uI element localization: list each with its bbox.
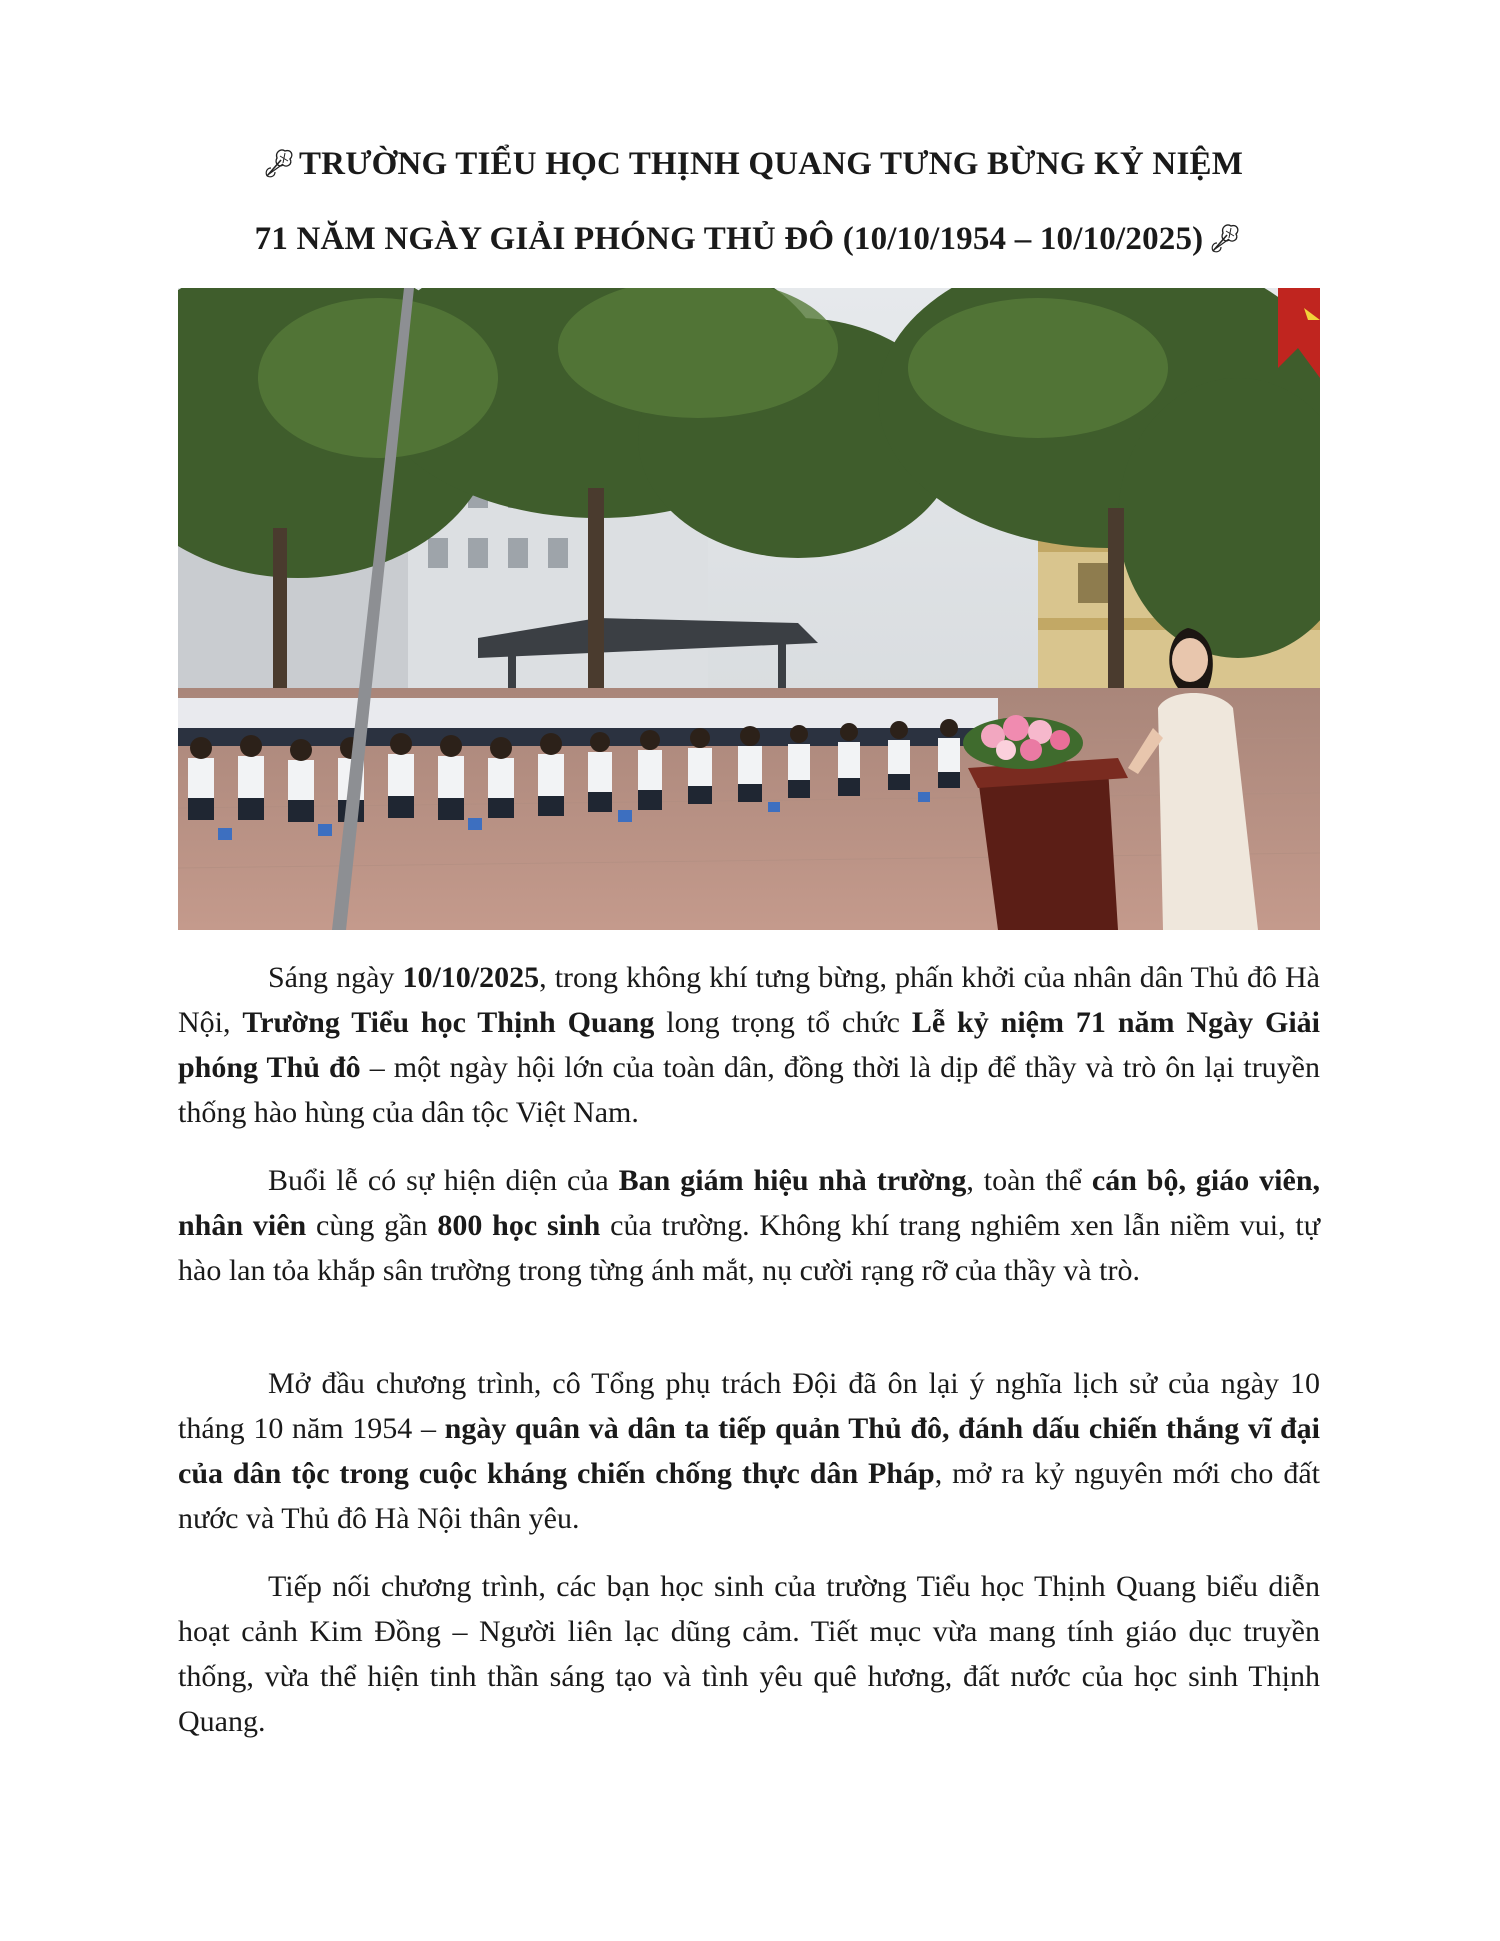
page-title-line-1 xyxy=(120,146,1380,183)
paragraph-3 xyxy=(178,1361,1320,1541)
p3-text-2: , mở ra kỷ nguyên mới cho đất nước và Thủ đô Hà Nội thân yêu. xyxy=(178,1457,1320,1535)
title-text-1: TRƯỜNG TIỂU HỌC THỊNH QUANG TƯNG BỪNG KỶ NIỆM xyxy=(298,146,1244,182)
paragraph-4 xyxy=(178,1564,1320,1744)
p2-text-2: , toàn thể xyxy=(966,1164,1092,1197)
page-title-line-2 xyxy=(120,221,1380,258)
bouquet-icon xyxy=(1207,221,1241,255)
paragraph-2 xyxy=(178,1158,1320,1293)
ceremony-photo-illustration xyxy=(178,288,1320,930)
p2-bold-1: Ban giám hiệu nhà trường xyxy=(618,1164,967,1197)
p2-text-3: cùng gần xyxy=(306,1209,438,1242)
p2-bold-2: cán bộ, giáo viên, nhân viên xyxy=(178,1164,1321,1242)
p2-text-1: Buổi lễ có sự hiện diện của xyxy=(268,1164,619,1197)
bouquet-icon xyxy=(261,146,295,180)
title-text-2: 71 NĂM NGÀY GIẢI PHÓNG THỦ ĐÔ (10/10/1954 – 10/10/2025) xyxy=(254,221,1204,257)
p1-bold-1: 10/10/2025 xyxy=(402,961,540,994)
p4-text-1: Tiếp nối chương trình, các bạn học sinh của trường Tiểu học Thịnh Quang biểu diễn hoạt cảnh Kim Đồng – Người liên lạc dũng cảm. Tiết mục vừa mang tính giáo dục truyền thống, vừa thể hiện tinh thần sáng tạo và tình yêu quê hương, đất nước của học sinh Thịnh Quang. xyxy=(178,1570,1320,1738)
p1-text-2: , trong không khí tưng bừng, phấn khởi của nhân dân Thủ đô Hà Nội, xyxy=(178,961,1320,1039)
p2-bold-3: 800 học sinh xyxy=(437,1209,601,1242)
p1-text-3: long trọng tổ chức xyxy=(654,1006,912,1039)
p1-text-4: – một ngày hội lớn của toàn dân, đồng thời là dịp để thầy và trò ôn lại truyền thống hào hùng của dân tộc Việt Nam. xyxy=(178,1051,1321,1129)
p3-bold-1: ngày quân và dân ta tiếp quản Thủ đô, đánh dấu chiến thắng vĩ đại của dân tộc trong cuộc kháng chiến chống thực dân Pháp xyxy=(178,1412,1320,1490)
p2-text-4: của trường. Không khí trang nghiêm xen lẫn niềm vui, tự hào lan tỏa khắp sân trường trong từng ánh mắt, nụ cười rạng rỡ của thầy và trò. xyxy=(178,1209,1320,1287)
p3-text-1: Mở đầu chương trình, cô Tổng phụ trách Đội đã ôn lại ý nghĩa lịch sử của ngày 10 tháng 10 năm 1954 – xyxy=(178,1367,1320,1445)
p1-bold-3: Lễ kỷ niệm 71 năm Ngày Giải phóng Thủ đô xyxy=(178,1006,1321,1084)
p1-text-1: Sáng ngày xyxy=(268,961,403,994)
p1-bold-2: Trường Tiểu học Thịnh Quang xyxy=(242,1006,655,1039)
ceremony-photo xyxy=(178,288,1320,930)
paragraph-1 xyxy=(178,955,1320,1135)
